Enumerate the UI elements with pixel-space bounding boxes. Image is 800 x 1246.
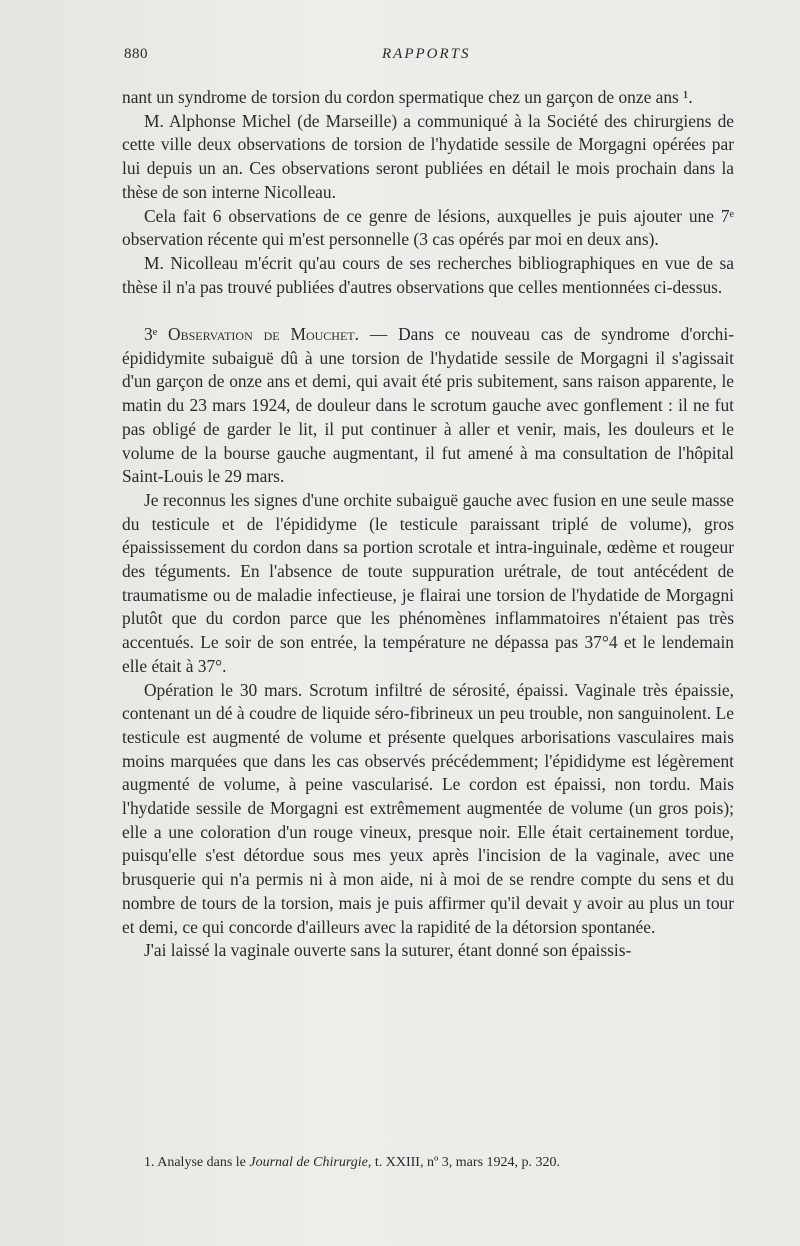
- observation-text: — Dans ce nouveau cas de syndrome d'orchi-épididymite subaiguë dû à une torsion de l'hydatide sessile de Morgagni il s'agissait d'un garçon de onze ans et demi, qui avait été pris subitement, sans raison apparente, le matin du 23 mars 1924, de douleur dans le scrotum gauche avec gonflement : il ne fut pas obligé de garder le lit, il put continuer à aller et venir, mais, les douleurs et le volume de la bourse gauche augmentant, il fut amené à ma consultation de l'hôpital Saint-Louis le 29 mars.: [122, 324, 734, 487]
- body-text: [122, 86, 734, 963]
- footnote-before: 1. Analyse dans le: [144, 1155, 250, 1170]
- footnote: [144, 1154, 734, 1172]
- page-header: [124, 46, 734, 68]
- running-title: RAPPORTS: [382, 46, 471, 62]
- paragraph-nicolleau: M. Nicolleau m'écrit qu'au cours de ses recherches bibliographiques en vue de sa thèse il n'a pas trouvé publiées d'autres observations que celles mentionnées ci-dessus.: [122, 252, 734, 297]
- page-number: 880: [124, 46, 148, 62]
- footnote-journal: Journal de Chirurgie: [249, 1155, 368, 1170]
- paragraph-six-observations: Cela fait 6 observations de ce genre de lésions, auxquelles je puis ajouter une 7ᵉ observation récente qui m'est personnelle (3 cas opérés par moi en deux ans).: [122, 205, 734, 250]
- observation-paragraph: [122, 323, 734, 489]
- observation-heading: 3ᵉ Observation de Mouchet.: [144, 324, 359, 345]
- paragraph-vaginale: J'ai laissé la vaginale ouverte sans la suturer, étant donné son épaissis-: [144, 940, 632, 961]
- paragraph-diagnosis: Je reconnus les signes d'une orchite subaiguë gauche avec fusion en une seule masse du testicule et de l'épididyme (le testicule paraissant triplé de volume), gros épaississement du cordon dans sa portion scrotale et intra-inguinale, œdème et rougeur des téguments. En l'absence de toute suppuration urétrale, de tout antécédent de traumatisme ou de maladie infectieuse, je flairai une torsion de l'hydatide de Morgagni plutôt que du cordon parce que les phénomènes inflammatoires n'étaient pas très accentués. Le soir de son entrée, la température ne dépassa pas 37°4 et le lendemain elle était à 37°.: [122, 489, 734, 676]
- paragraph-michel: M. Alphonse Michel (de Marseille) a communiqué à la Société des chirurgiens de cette ville deux observations de torsion de l'hydatide sessile de Morgagni opérées par lui depuis un an. Ces observations seront publiées en détail le mois prochain dans la thèse de son interne Nicolleau.: [122, 110, 734, 202]
- paragraph-continuation: nant un syndrome de torsion du cordon spermatique chez un garçon de onze ans ¹.: [122, 87, 693, 107]
- footnote-after: , t. XXIII, nº 3, mars 1924, p. 320.: [367, 1155, 561, 1170]
- paragraph-operation: Opération le 30 mars. Scrotum infiltré de sérosité, épaissi. Vaginale très épaissie, contenant un dé à coudre de liquide séro-fibrineux un peu trouble, non sanguinolent. Le testicule est augmenté de volume et présente quelques arborisations vasculaires mais moins marquées que dans les cas observés précédemment; l'épididyme est légèrement augmenté de volume, à peine vascularisé. Le cordon est épaissi, non tordu. Mais l'hydatide sessile de Morgagni est extrêmement augmentée de volume (un gros pois); elle a une coloration d'un rouge vineux, presque noir. Elle était certainement tordue, puisqu'elle s'est détordue sous mes yeux après l'incision de la vaginale, avec une brusquerie qui n'a permis ni à mon aide, ni à moi de se rendre compte du sens et du nombre de tours de la torsion, mais je puis affirmer qu'il devait y avoir au plus un tour et demi, ce qui concorde d'ailleurs avec la rapidité de la détorsion spontanée.: [122, 679, 734, 937]
